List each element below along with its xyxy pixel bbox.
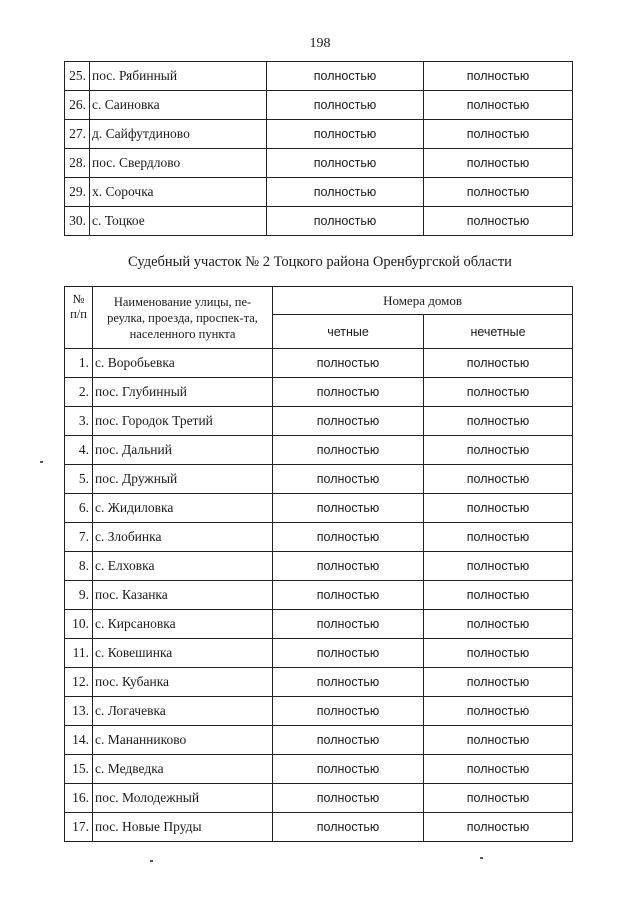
- table-row: [65, 62, 573, 91]
- odd-numbers-value: полностью: [424, 207, 573, 236]
- even-numbers-value: полностью: [273, 349, 424, 378]
- column-header-number-symbol: №: [72, 292, 85, 306]
- odd-numbers-value: полностью: [424, 552, 573, 581]
- row-number: 29.: [65, 178, 90, 207]
- odd-numbers-value: полностью: [424, 813, 573, 842]
- settlements-table-continued: [64, 61, 573, 236]
- even-numbers-value: полностью: [273, 407, 424, 436]
- settlement-name: пос. Городок Третий: [93, 407, 273, 436]
- row-number: 8.: [65, 552, 93, 581]
- settlement-name: пос. Казанка: [93, 581, 273, 610]
- settlement-name: х. Сорочка: [90, 178, 267, 207]
- row-number: 17.: [65, 813, 93, 842]
- settlement-name: с. Тоцкое: [90, 207, 267, 236]
- odd-numbers-value: полностью: [424, 726, 573, 755]
- row-number: 30.: [65, 207, 90, 236]
- odd-numbers-value: полностью: [424, 178, 573, 207]
- page-number: 198: [309, 36, 331, 51]
- row-number: 28.: [65, 149, 90, 178]
- even-numbers-value: полностью: [267, 207, 424, 236]
- table-row: [65, 784, 573, 813]
- column-header-name: Наименование улицы, пе-реулка, проезда, проспек-та, населенного пункта: [93, 287, 273, 349]
- table-row: [65, 407, 573, 436]
- settlement-name: пос. Молодежный: [93, 784, 273, 813]
- row-number: 13.: [65, 697, 93, 726]
- row-number: 1.: [65, 349, 93, 378]
- even-numbers-value: полностью: [267, 178, 424, 207]
- table-row: [65, 697, 573, 726]
- settlement-name: с. Воробьевка: [93, 349, 273, 378]
- table-row: [65, 207, 573, 236]
- table-row: [65, 436, 573, 465]
- settlement-name: пос. Кубанка: [93, 668, 273, 697]
- settlement-name: с. Кирсановка: [93, 610, 273, 639]
- even-numbers-value: полностью: [267, 120, 424, 149]
- column-header-number: [65, 287, 93, 349]
- table-row: [65, 465, 573, 494]
- even-numbers-value: полностью: [273, 465, 424, 494]
- row-number: 16.: [65, 784, 93, 813]
- row-number: 25.: [65, 62, 90, 91]
- row-number: 14.: [65, 726, 93, 755]
- settlements-table-body: [65, 62, 573, 236]
- row-number: 27.: [65, 120, 90, 149]
- table-row: [65, 552, 573, 581]
- even-numbers-value: полностью: [273, 378, 424, 407]
- table-header: [65, 287, 573, 349]
- even-numbers-value: полностью: [273, 697, 424, 726]
- odd-numbers-value: полностью: [424, 581, 573, 610]
- table-row: [65, 178, 573, 207]
- settlement-name: пос. Дальний: [93, 436, 273, 465]
- table-row: [65, 581, 573, 610]
- row-number: 10.: [65, 610, 93, 639]
- even-numbers-value: полностью: [273, 784, 424, 813]
- column-header-number-abbr: п/п: [70, 307, 87, 321]
- even-numbers-value: полностью: [273, 552, 424, 581]
- even-numbers-value: полностью: [273, 813, 424, 842]
- settlements-table-body: [65, 349, 573, 842]
- row-number: 12.: [65, 668, 93, 697]
- odd-numbers-value: полностью: [424, 436, 573, 465]
- odd-numbers-value: полностью: [424, 668, 573, 697]
- settlement-name: пос. Дружный: [93, 465, 273, 494]
- table-row: [65, 726, 573, 755]
- even-numbers-value: полностью: [273, 726, 424, 755]
- column-header-odd: нечетные: [424, 315, 573, 349]
- odd-numbers-value: полностью: [424, 494, 573, 523]
- table-row: [65, 149, 573, 178]
- even-numbers-value: полностью: [273, 668, 424, 697]
- settlement-name: д. Сайфутдиново: [90, 120, 267, 149]
- column-header-even: четные: [273, 315, 424, 349]
- odd-numbers-value: полностью: [424, 91, 573, 120]
- row-number: 11.: [65, 639, 93, 668]
- odd-numbers-value: полностью: [424, 610, 573, 639]
- even-numbers-value: полностью: [267, 91, 424, 120]
- even-numbers-value: полностью: [273, 639, 424, 668]
- settlement-name: с. Саиновка: [90, 91, 267, 120]
- table-row: [65, 610, 573, 639]
- row-number: 26.: [65, 91, 90, 120]
- table-row: [65, 494, 573, 523]
- settlement-name: с. Жидиловка: [93, 494, 273, 523]
- even-numbers-value: полностью: [273, 610, 424, 639]
- even-numbers-value: полностью: [267, 149, 424, 178]
- table-row: [65, 349, 573, 378]
- even-numbers-value: полностью: [273, 436, 424, 465]
- settlement-name: с. Логачевка: [93, 697, 273, 726]
- row-number: 9.: [65, 581, 93, 610]
- row-number: 2.: [65, 378, 93, 407]
- row-number: 3.: [65, 407, 93, 436]
- even-numbers-value: полностью: [273, 523, 424, 552]
- table-row: [65, 378, 573, 407]
- settlement-name: с. Ковешинка: [93, 639, 273, 668]
- odd-numbers-value: полностью: [424, 407, 573, 436]
- odd-numbers-value: полностью: [424, 62, 573, 91]
- settlement-name: пос. Свердлово: [90, 149, 267, 178]
- section-title: Судебный участок № 2 Тоцкого района Оренбургской области: [128, 254, 512, 270]
- even-numbers-value: полностью: [273, 581, 424, 610]
- row-number: 7.: [65, 523, 93, 552]
- odd-numbers-value: полностью: [424, 378, 573, 407]
- table-row: [65, 813, 573, 842]
- scan-speck: [40, 461, 43, 463]
- settlement-name: с. Злобинка: [93, 523, 273, 552]
- odd-numbers-value: полностью: [424, 697, 573, 726]
- scan-speck: [150, 860, 153, 862]
- settlement-name: пос. Рябинный: [90, 62, 267, 91]
- odd-numbers-value: полностью: [424, 784, 573, 813]
- odd-numbers-value: полностью: [424, 349, 573, 378]
- even-numbers-value: полностью: [267, 62, 424, 91]
- row-number: 4.: [65, 436, 93, 465]
- odd-numbers-value: полностью: [424, 755, 573, 784]
- settlement-name: с. Елховка: [93, 552, 273, 581]
- settlement-name: с. Мананниково: [93, 726, 273, 755]
- settlement-name: с. Медведка: [93, 755, 273, 784]
- settlement-name: пос. Глубинный: [93, 378, 273, 407]
- even-numbers-value: полностью: [273, 755, 424, 784]
- row-number: 5.: [65, 465, 93, 494]
- table-row: [65, 755, 573, 784]
- settlements-table: [64, 286, 573, 842]
- settlement-name: пос. Новые Пруды: [93, 813, 273, 842]
- odd-numbers-value: полностью: [424, 523, 573, 552]
- table-row: [65, 523, 573, 552]
- even-numbers-value: полностью: [273, 494, 424, 523]
- table-row: [65, 639, 573, 668]
- odd-numbers-value: полностью: [424, 465, 573, 494]
- row-number: 6.: [65, 494, 93, 523]
- scan-speck: [480, 857, 483, 859]
- column-header-house-numbers: Номера домов: [273, 287, 573, 315]
- odd-numbers-value: полностью: [424, 149, 573, 178]
- odd-numbers-value: полностью: [424, 120, 573, 149]
- table-row: [65, 120, 573, 149]
- row-number: 15.: [65, 755, 93, 784]
- table-row: [65, 91, 573, 120]
- odd-numbers-value: полностью: [424, 639, 573, 668]
- table-row: [65, 668, 573, 697]
